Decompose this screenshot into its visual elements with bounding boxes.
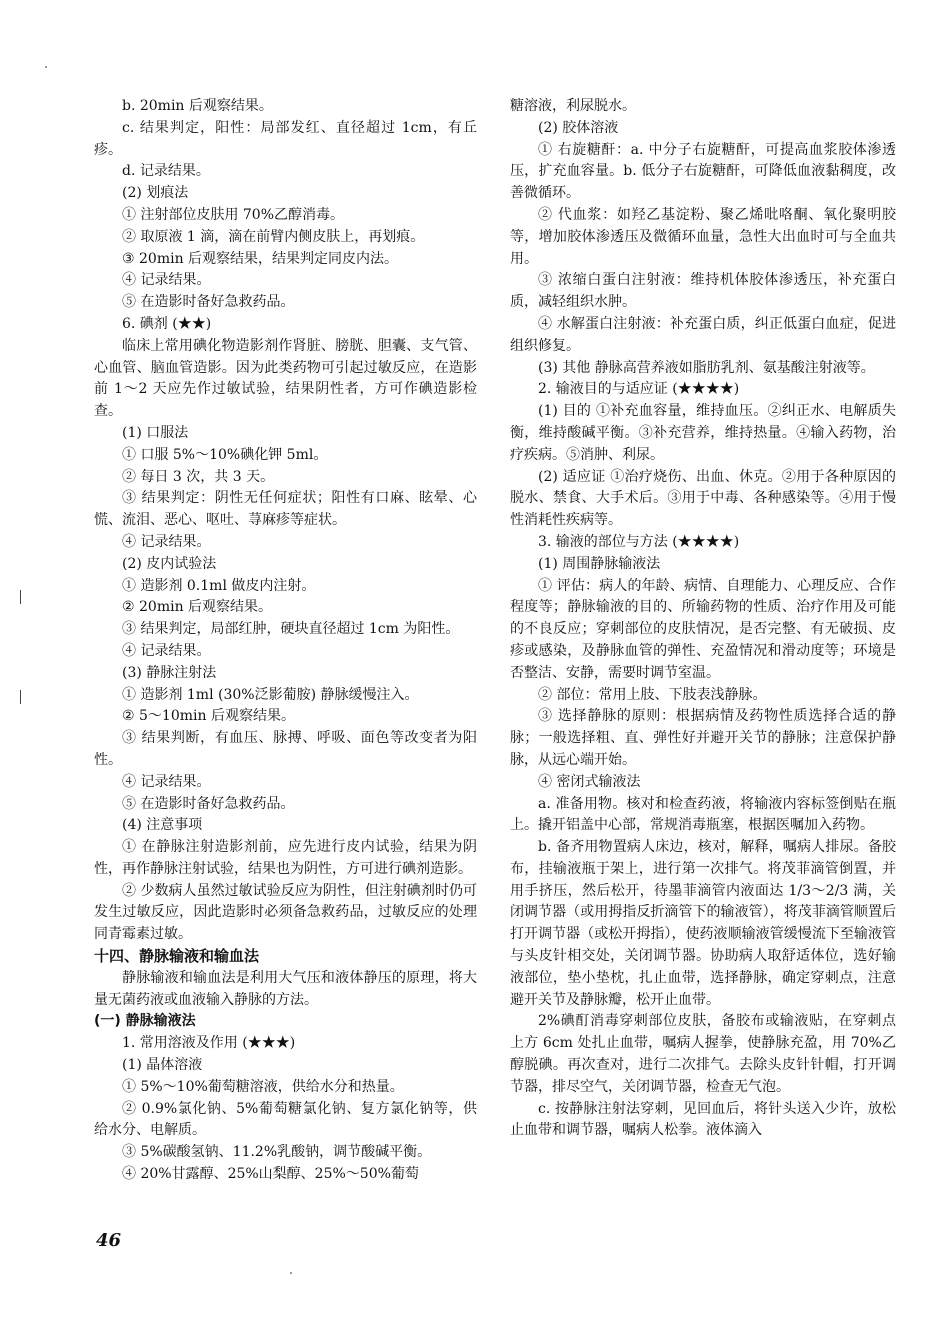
paragraph: ② 部位：常用上肢、下肢表浅静脉。 [538, 686, 767, 703]
scan-speck [290, 1272, 292, 1274]
paragraph: ③ 5%碳酸氢钠、11.2%乳酸钠，调节酸碱平衡。 [122, 1144, 432, 1161]
paragraph: (1) 口服法 [122, 424, 189, 441]
subsection-heading: (一) 静脉输液法 [94, 1013, 196, 1030]
scan-mark [20, 690, 21, 704]
paragraph: ⑤ 在造影时备好急救药品。 [122, 795, 295, 812]
section-heading: 十四、静脉输液和输血法 [94, 947, 260, 966]
paragraph: (1) 周围静脉输液法 [538, 555, 661, 572]
paragraph: ④ 记录结果。 [122, 533, 211, 550]
paragraph: d. 记录结果。 [122, 163, 210, 180]
paragraph: a. 准备用物。核对和检查药液，将输液内容标签倒贴在瓶上。撬开铝盖中心部，常规消毒瓶塞，根据医嘱加入药物。 [510, 795, 896, 834]
paragraph: ③ 结果判定：阴性无任何症状；阳性有口麻、眩晕、心慌、流泪、恶心、呕吐、荨麻疹等症状。 [94, 490, 477, 529]
paragraph: ④ 水解蛋白注射液：补充蛋白质，纠正低蛋白血症，促进组织修复。 [510, 315, 896, 354]
paragraph: ① 右旋糖酐：a. 中分子右旋糖酐，可提高血浆胶体渗透压，扩充血容量。b. 低分子右旋糖酐，可降低血液黏稠度，改善微循环。 [510, 141, 896, 202]
paragraph: 临床上常用碘化物造影剂作肾脏、膀胱、胆囊、支气管、心血管、脑血管造影。因为此类药物可引起过敏反应，在造影前 1～2 天应先作过敏试验，结果阴性者，方可作碘造影检查。 [94, 337, 477, 420]
paragraph: ② 取原液 1 滴，滴在前臂内侧皮肤上，再划痕。 [122, 228, 425, 245]
paragraph: 2%碘酊消毒穿刺部位皮肤，备胶布或输液贴，在穿刺点上方 6cm 处扎止血带，嘱病人握拳，使静脉充盈，用 70%乙醇脱碘。再次查对，进行二次排气。去除头皮针针帽，打开调节器，排尽空气，关闭调节器，检查无气泡。 [510, 1013, 896, 1095]
paragraph: 2. 输液目的与适应证 (★★★★) [538, 381, 740, 398]
paragraph: ② 20min 后观察结果。 [122, 599, 273, 616]
paragraph: (1) 目的 ①补充血容量，维持血压。②纠正水、电解质失衡，维持酸碱平衡。③补充营养，维持热量。④输入药物，治疗疾病。⑤消肿、利尿。 [510, 403, 896, 463]
paragraph: (3) 静脉注射法 [122, 664, 217, 681]
page-number: 46 [96, 1230, 122, 1251]
paragraph: b. 20min 后观察结果。 [122, 98, 273, 114]
paragraph: ③ 20min 后观察结果，结果判定同皮内法。 [122, 250, 399, 267]
paragraph: 3. 输液的部位与方法 (★★★★) [538, 533, 740, 550]
paragraph: ① 造影剂 1ml (30%泛影葡胺) 静脉缓慢注入。 [122, 686, 419, 703]
paragraph: ③ 选择静脉的原则：根据病情及药物性质选择合适的静脉；一般选择粗、直、弹性好并避开关节的静脉；注意保护静脉，从远心端开始。 [510, 708, 896, 768]
left-column [94, 96, 477, 1186]
paragraph: ③ 结果判定，局部红肿，硬块直径超过 1cm 为阳性。 [122, 621, 460, 638]
paragraph: ③ 浓缩白蛋白注射液：维持机体胶体渗透压，补充蛋白质，减轻组织水肿。 [510, 272, 896, 311]
paragraph: 6. 碘剂 (★★) [122, 315, 212, 332]
paragraph: 静脉输液和输血法是利用大气压和液体静压的原理，将大量无菌药液或血液输入静脉的方法。 [94, 969, 477, 1008]
paragraph: ② 5～10min 后观察结果。 [122, 708, 295, 725]
paragraph: (4) 注意事项 [122, 817, 203, 834]
paragraph: (1) 晶体溶液 [122, 1057, 203, 1074]
paragraph: (2) 适应证 ①治疗烧伤、出血、休克。②用于各种原因的脱水、禁食、大手术后。③用于中毒、各种感染等。④用于慢性消耗性疾病等。 [510, 468, 896, 529]
paragraph: (3) 其他 静脉高营养液如脂肪乳剂、氨基酸注射液等。 [538, 359, 875, 376]
paragraph: ① 在静脉注射造影剂前，应先进行皮内试验，结果为阴性，再作静脉注射试验，结果也为阴性，方可进行碘剂造影。 [94, 839, 477, 877]
paragraph: ② 代血浆：如羟乙基淀粉、聚乙烯吡咯酮、氧化聚明胶等，增加胶体渗透压及微循环血量，急性大出血时可与全血共用。 [510, 206, 896, 267]
paragraph: ② 0.9%氯化钠、5%葡萄糖氯化钠、复方氯化钠等，供给水分、电解质。 [94, 1100, 477, 1139]
scan-speck [45, 66, 47, 68]
paragraph: ④ 20%甘露醇、25%山梨醇、25%～50%葡萄 [122, 1166, 419, 1183]
paragraph: ① 5%～10%葡萄糖溶液，供给水分和热量。 [122, 1078, 404, 1095]
paragraph: (2) 皮内试验法 [122, 555, 217, 572]
paragraph: ② 少数病人虽然过敏试验反应为阴性，但注射碘剂时仍可发生过敏反应，因此造影时必须备急救药品，过敏反应的处理同青霉素过敏。 [94, 882, 477, 943]
paragraph: ② 每日 3 次，共 3 天。 [122, 468, 275, 485]
paragraph: c. 结果判定，阳性：局部发红、直径超过 1cm，有丘疹。 [94, 119, 477, 158]
paragraph: (2) 划痕法 [122, 185, 189, 202]
paragraph: (2) 胶体溶液 [538, 119, 619, 136]
paragraph: b. 备齐用物置病人床边，核对，解释，嘱病人排尿。备胶布，挂输液瓶于架上，进行第一次排气。将茂菲滴管倒置，并用手挤压，然后松开，待墨菲滴管内液面达 1/3～2/3 满，关闭调节器（或用拇指反折滴管下的输液管），将茂菲滴管顺置后打开调节器（或松开拇指），使药液顺输液管缓慢流下至输液管与头皮针相交处，关闭调节器。协助病人取舒适体位，选好输液部位，垫小垫枕，扎止血带，选择静脉，确定穿刺点，注意避开关节及静脉瓣，松开止血带。 [510, 839, 896, 1008]
paragraph: 1. 常用溶液及作用 (★★★) [122, 1035, 296, 1052]
paragraph: ① 口服 5%～10%碘化钾 5ml。 [122, 446, 328, 463]
paragraph: ④ 密闭式输液法 [538, 773, 641, 790]
paragraph: ④ 记录结果。 [122, 773, 211, 790]
scan-mark [20, 590, 21, 604]
paragraph: 糖溶液，利尿脱水。 [510, 98, 636, 114]
paragraph: ① 评估：病人的年龄、病情、自理能力、心理反应、合作程度等；静脉输液的目的、所输药物的性质、治疗作用及可能的不良反应；穿刺部位的皮肤情况，是否完整、有无破损、皮疹或感染，及静脉血管的弹性、充盈情况和滑动度等；环境是否整洁、安静，需要时调节室温。 [510, 577, 896, 681]
paragraph: ④ 记录结果。 [122, 272, 211, 289]
paragraph: ① 造影剂 0.1ml 做皮内注射。 [122, 577, 316, 594]
paragraph: ① 注射部位皮肤用 70%乙醇消毒。 [122, 206, 345, 223]
paragraph: ③ 结果判断，有血压、脉搏、呼吸、面色等改变者为阳性。 [94, 730, 477, 768]
paragraph: c. 按静脉注射法穿刺，见回血后，将针头送入少许，放松止血带和调节器，嘱病人松拳。液体滴入 [510, 1100, 896, 1139]
right-column [510, 96, 896, 1142]
paragraph: ④ 记录结果。 [122, 642, 211, 659]
paragraph: ⑤ 在造影时备好急救药品。 [122, 294, 295, 311]
